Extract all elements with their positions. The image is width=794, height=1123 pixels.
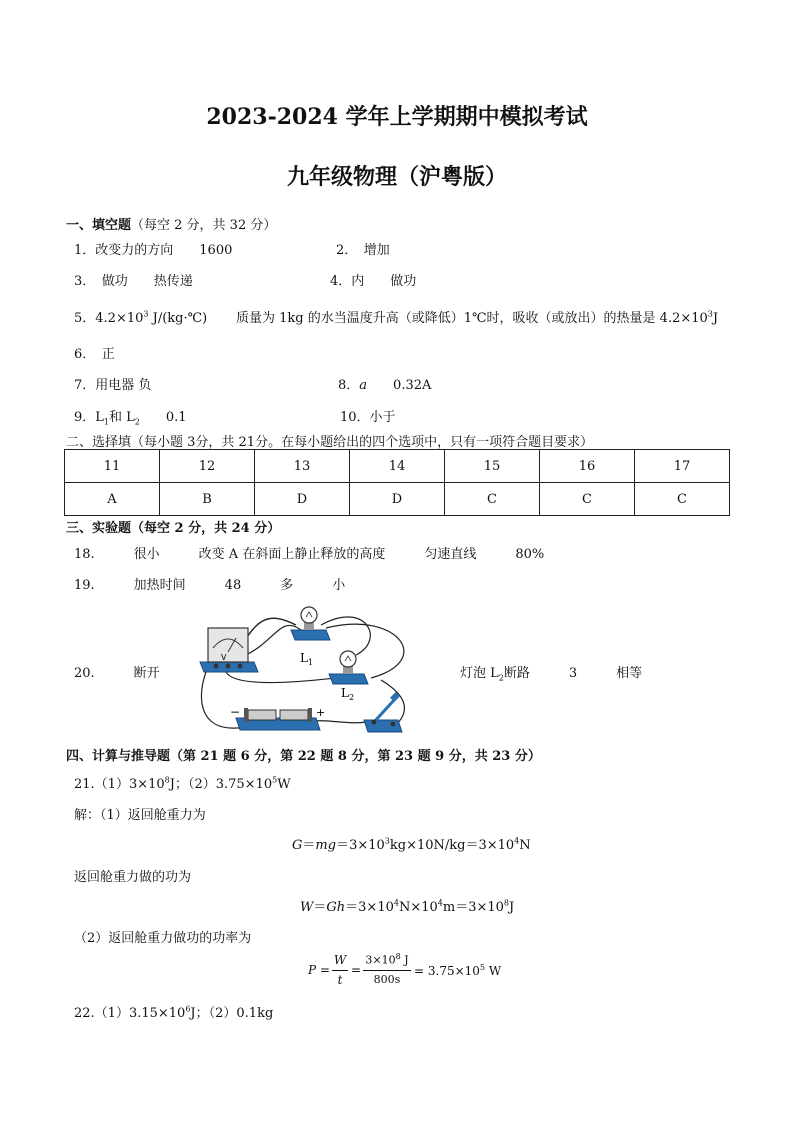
formula-p-eq: =	[319, 963, 330, 977]
fraction-t-bottom	[332, 973, 348, 987]
formula-ress: 5	[479, 963, 486, 972]
formula-s2: 4	[514, 836, 520, 846]
answer-8-c: 0.32A	[367, 378, 432, 393]
table-cell: 11	[65, 450, 160, 483]
answer-5-a: 5．4.2×10	[74, 311, 144, 326]
fraction-bar-2	[363, 970, 411, 971]
answer-19: 19. 加热时间 48 多 小	[74, 578, 346, 593]
title-line1: 2023-2024 学年上学期期中模拟考试	[206, 104, 588, 130]
answer-21	[74, 773, 291, 792]
answer-9-b: 和 L	[109, 410, 135, 425]
formula-d2: ＝3×10	[345, 900, 394, 915]
table-cell: C	[540, 483, 635, 516]
answer-3: 3． 做功 热传递	[74, 274, 193, 289]
formula-eq3: =	[351, 963, 362, 977]
formula-e2: N×10	[398, 900, 438, 915]
answer-21-s1: 8	[164, 775, 170, 785]
formula-p: P	[308, 963, 317, 977]
formula-s1: 3	[384, 836, 390, 846]
answer-20-b-post: 断路 3 相等	[503, 666, 643, 681]
formula-s23: 8	[503, 898, 510, 908]
fraction-num	[363, 952, 411, 967]
formula-work	[300, 896, 514, 915]
formula-e: kg×10N/kg＝3×10	[389, 838, 515, 853]
fraction-w: W	[333, 953, 347, 967]
formula-g2: J	[509, 900, 515, 915]
title-line2: 九年级物理（沪粤版）	[286, 164, 507, 190]
answer-20-b-pre: 灯泡 L	[460, 666, 499, 681]
answer-21-a: 21.（1）3×10	[74, 777, 165, 792]
table-row-answers	[65, 483, 730, 516]
answer-21-s2: 5	[272, 775, 278, 785]
formula-result	[414, 963, 501, 978]
formula-gh: Gh	[326, 900, 346, 915]
answer-6: 6． 正	[74, 347, 115, 362]
answer-5-b: J/(kg·℃)	[148, 311, 208, 326]
answer-8	[338, 374, 431, 393]
section1-note: （每空 2 分，共 32 分）	[131, 218, 277, 233]
section1-head: 一、填空题	[66, 218, 132, 233]
wire	[326, 624, 404, 678]
formula-resu: W	[485, 964, 502, 978]
formula-d: ＝3×10	[336, 838, 385, 853]
table-cell: D	[350, 483, 445, 516]
section2-heading: 二、选择填（每小题 3分，共 21分。在每小题给出的四个选项中，只有一项符合题目要求）	[66, 435, 594, 450]
answer-5-sup: 3	[143, 309, 149, 319]
answer-21-c: W	[277, 777, 291, 792]
answer-22-a: 22.（1）3.15×10	[74, 1006, 186, 1021]
answer-22-s1: 6	[185, 1004, 191, 1014]
answer-5-explanation	[236, 307, 718, 326]
answer-18: 18. 很小 改变 A 在斜面上静止释放的高度 匀速直线 80%	[74, 547, 545, 562]
table-cell: B	[160, 483, 255, 516]
answer-5	[74, 307, 207, 326]
answer-5-csup: 3	[707, 309, 713, 319]
power-label: （2）返回舱重力做功的功率为	[74, 931, 252, 946]
table-cell: C	[445, 483, 540, 516]
fraction-den: 800s	[373, 973, 401, 986]
fraction-num-s: 8	[395, 952, 401, 961]
solution-label: 解：（1）返回舱重力为	[74, 808, 206, 823]
answer-9	[74, 406, 187, 427]
wire	[226, 672, 336, 683]
answer-20-b-sub: 2	[498, 673, 504, 683]
plus-label: +	[316, 706, 326, 719]
answer-4: 4．内 做功	[330, 274, 417, 289]
formula-s22: 4	[437, 898, 443, 908]
table-cell: 13	[255, 450, 350, 483]
answer-9-c: 0.1	[139, 410, 187, 425]
fraction-num-a: 3×10	[365, 953, 396, 967]
table-cell: D	[255, 483, 350, 516]
answer-8-a: 8．	[338, 378, 360, 393]
switch	[364, 692, 402, 732]
answer-2: 2． 增加	[336, 243, 390, 258]
formula-f2: m＝3×10	[442, 900, 504, 915]
formula-f: N	[519, 838, 531, 853]
answer-9-s1: 1	[103, 417, 109, 427]
voltmeter-label: V	[221, 653, 227, 662]
formula-power-p	[308, 963, 330, 977]
work-label: 返回舱重力做的功为	[74, 870, 192, 885]
table-cell: 16	[540, 450, 635, 483]
bulb-l2	[329, 651, 368, 684]
formula-gravity	[292, 834, 531, 853]
section1-heading	[66, 214, 276, 233]
formula-w: W	[300, 900, 314, 915]
formula-eq: ＝	[302, 838, 316, 853]
table-cell: 15	[445, 450, 540, 483]
fraction-w-top	[332, 953, 348, 967]
fraction-t: t	[337, 973, 343, 987]
section4-heading: 四、计算与推导题（第 21 题 6 分，第 22 题 8 分，第 23 题 9 分，共 23 分）	[66, 749, 541, 764]
table-cell: 17	[635, 450, 730, 483]
answer-20-a: 20. 断开	[74, 666, 160, 681]
table-cell: A	[65, 483, 160, 516]
answer-7: 7．用电器 负	[74, 378, 152, 393]
table-cell: 12	[160, 450, 255, 483]
answer-5-cend: J	[712, 311, 719, 326]
table-cell: C	[635, 483, 730, 516]
table-cell: 14	[350, 450, 445, 483]
battery-holder	[236, 708, 320, 730]
formula-res: = 3.75×10	[414, 964, 480, 978]
answer-20-b	[460, 662, 642, 683]
formula-g: G	[292, 838, 303, 853]
l1-label	[300, 651, 313, 667]
formula-s21: 4	[393, 898, 399, 908]
table-row-numbers	[65, 450, 730, 483]
l1-letter: L	[300, 651, 308, 665]
formula-eq2: ＝	[313, 900, 327, 915]
l2-label	[341, 686, 354, 702]
circuit-diagram	[196, 600, 456, 740]
fraction-num-u: J	[400, 953, 409, 967]
answer-1: 1．改变力的方向 1600	[74, 243, 233, 258]
formula-mg: mg	[315, 838, 337, 853]
l2-letter: L	[341, 686, 349, 700]
answer-22	[74, 1002, 273, 1021]
choice-answer-table	[64, 449, 730, 516]
answer-21-b: J；（2）3.75×10	[169, 777, 273, 792]
answer-8-b: a	[359, 378, 368, 393]
l2-sub: 2	[348, 693, 355, 702]
minus-label: −	[230, 705, 241, 719]
section3-heading: 三、实验题（每空 2 分，共 24 分）	[66, 521, 281, 536]
l1-sub: 1	[307, 658, 314, 667]
answer-9-s2: 2	[134, 417, 140, 427]
answer-10: 10．小于	[340, 410, 396, 425]
answer-22-b: J；（2）0.1kg	[190, 1006, 274, 1021]
answer-9-a: 9．L	[74, 410, 104, 425]
fraction-bar-1	[332, 970, 348, 971]
answer-5-c: 质量为 1kg 的水当温度升高（或降低）1℃时，吸收（或放出）的热量是 4.2×10	[236, 311, 708, 326]
